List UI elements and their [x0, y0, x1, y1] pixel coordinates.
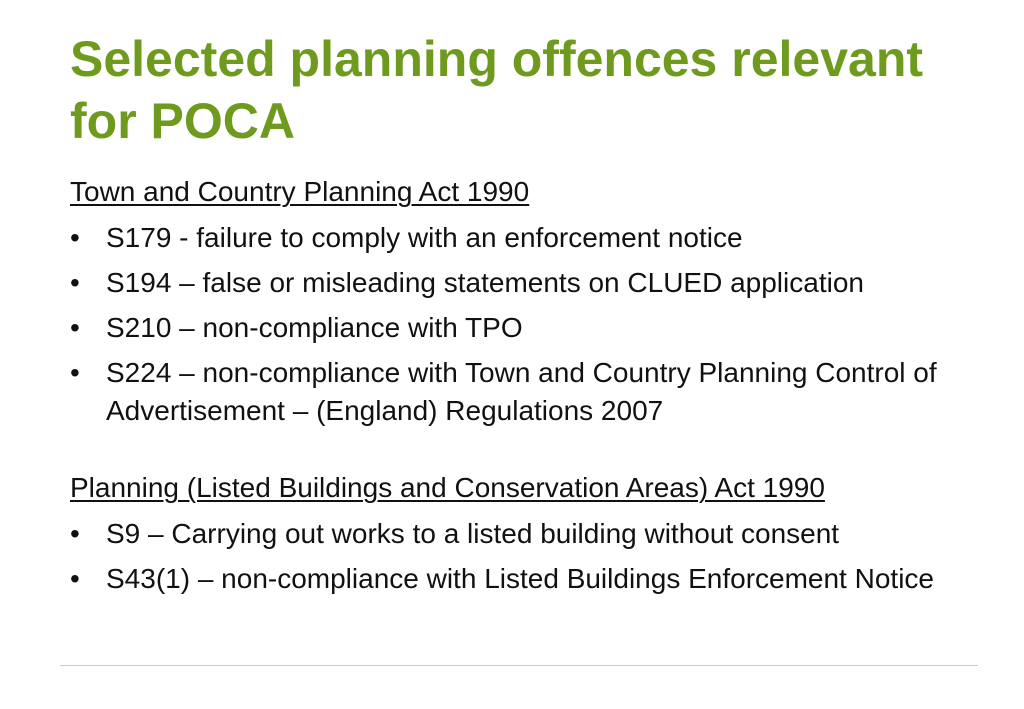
- slide-content: [70, 172, 990, 598]
- list-item: [70, 264, 990, 302]
- bullet-icon: •: [70, 312, 80, 343]
- list-item: [70, 219, 990, 257]
- bullet-icon: •: [70, 518, 80, 549]
- bullet-list: [70, 515, 990, 598]
- list-item-text: S43(1) – non-compliance with Listed Buildings Enforcement Notice: [106, 563, 934, 594]
- section-tcpa: [70, 172, 990, 430]
- list-item-text: S9 – Carrying out works to a listed building without consent: [106, 518, 840, 549]
- bullet-icon: •: [70, 563, 80, 594]
- bullet-icon: •: [70, 357, 80, 388]
- list-item: [70, 515, 990, 553]
- list-item: [70, 354, 990, 430]
- list-item-text: S194 – false or misleading statements on CLUED application: [106, 267, 864, 298]
- footer-divider: [60, 665, 978, 666]
- section-spacer: [70, 430, 990, 468]
- bullet-icon: •: [70, 222, 80, 253]
- list-item: [70, 560, 990, 598]
- list-item: [70, 309, 990, 347]
- list-item-text: S179 - failure to comply with an enforcement notice: [106, 222, 743, 253]
- list-item-text: S210 – non-compliance with TPO: [106, 312, 523, 343]
- slide-title: Selected planning offences relevant for POCA: [70, 31, 924, 149]
- section-heading: Town and Country Planning Act 1990: [70, 176, 530, 207]
- section-heading: Planning (Listed Buildings and Conservation Areas) Act 1990: [70, 472, 825, 503]
- bullet-list: [70, 219, 990, 430]
- section-listed-buildings: [70, 468, 990, 598]
- bullet-icon: •: [70, 267, 80, 298]
- list-item-text: S224 – non-compliance with Town and Country Planning Control of Advertisement – (England) Regulations 2007: [106, 357, 937, 426]
